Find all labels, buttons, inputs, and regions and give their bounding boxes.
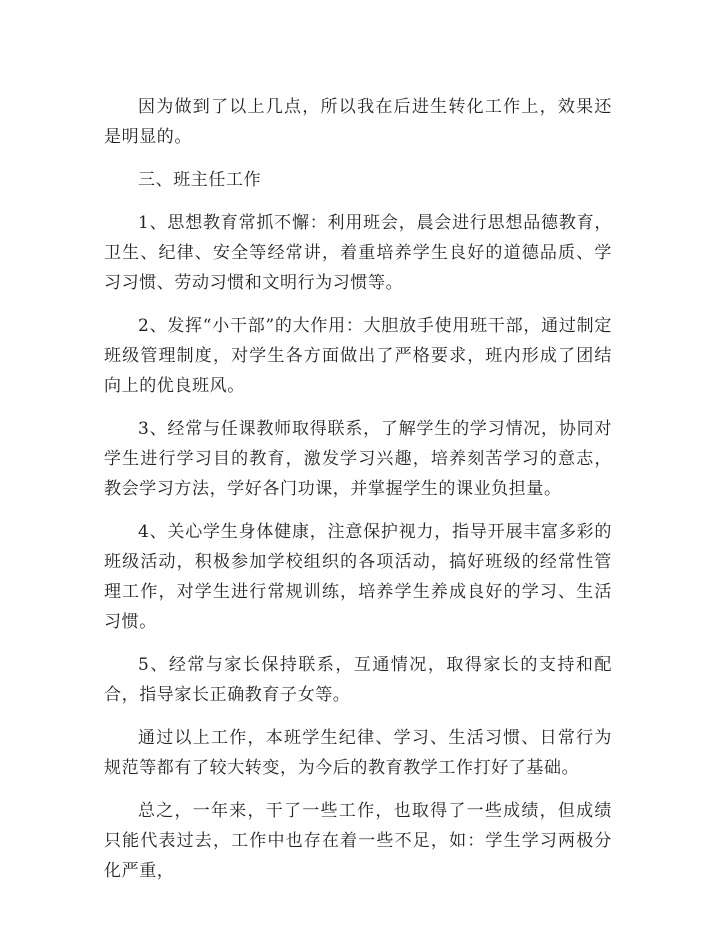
document-body xyxy=(104,92,612,899)
paragraph-item-4-student-health: 4、关心学生身体健康，注意保护视力，指导开展丰富多彩的班级活动，积极参加学校组织的各项活动，搞好班级的经常性管理工作，对学生进行常规训练，培养学生养成良好的学习、生活习惯。 xyxy=(104,522,612,632)
paragraph-transformation-result: 因为做到了以上几点，所以我在后进生转化工作上，效果还是明显的。 xyxy=(104,97,612,147)
section-heading-head-teacher-work: 三、班主任工作 xyxy=(138,170,262,190)
paragraph-item-3-teacher-contact: 3、经常与任课教师取得联系，了解学生的学习情况，协同对学生进行学习目的教育，激发学习兴趣，培养刻苦学习的意志，教会学习方法，学好各门功课，并掌握学生的课业负担量。 xyxy=(104,419,612,499)
paragraph-work-outcome: 通过以上工作，本班学生纪律、学习、生活习惯、日常行为规范等都有了较大转变，为今后的教育教学工作打好了基础。 xyxy=(104,728,612,778)
paragraph-item-1-moral-education: 1、思想教育常抓不懈：利用班会，晨会进行思想品德教育，卫生、纪律、安全等经常讲，着重培养学生良好的道德品质、学习习惯、劳动习惯和文明行为习惯等。 xyxy=(104,213,612,293)
paragraph-item-5-parent-contact: 5、经常与家长保持联系，互通情况，取得家长的支持和配合，指导家长正确教育子女等。 xyxy=(104,655,612,705)
paragraph-item-2-class-cadres: 2、发挥“小干部”的大作用：大胆放手使用班干部，通过制定班级管理制度，对学生各方面做出了严格要求，班内形成了团结向上的优良班风。 xyxy=(104,316,612,396)
paragraph-summary: 总之，一年来，干了一些工作，也取得了一些成绩，但成绩只能代表过去，工作中也存在着一些不足，如：学生学习两极分化严重， xyxy=(104,801,612,881)
